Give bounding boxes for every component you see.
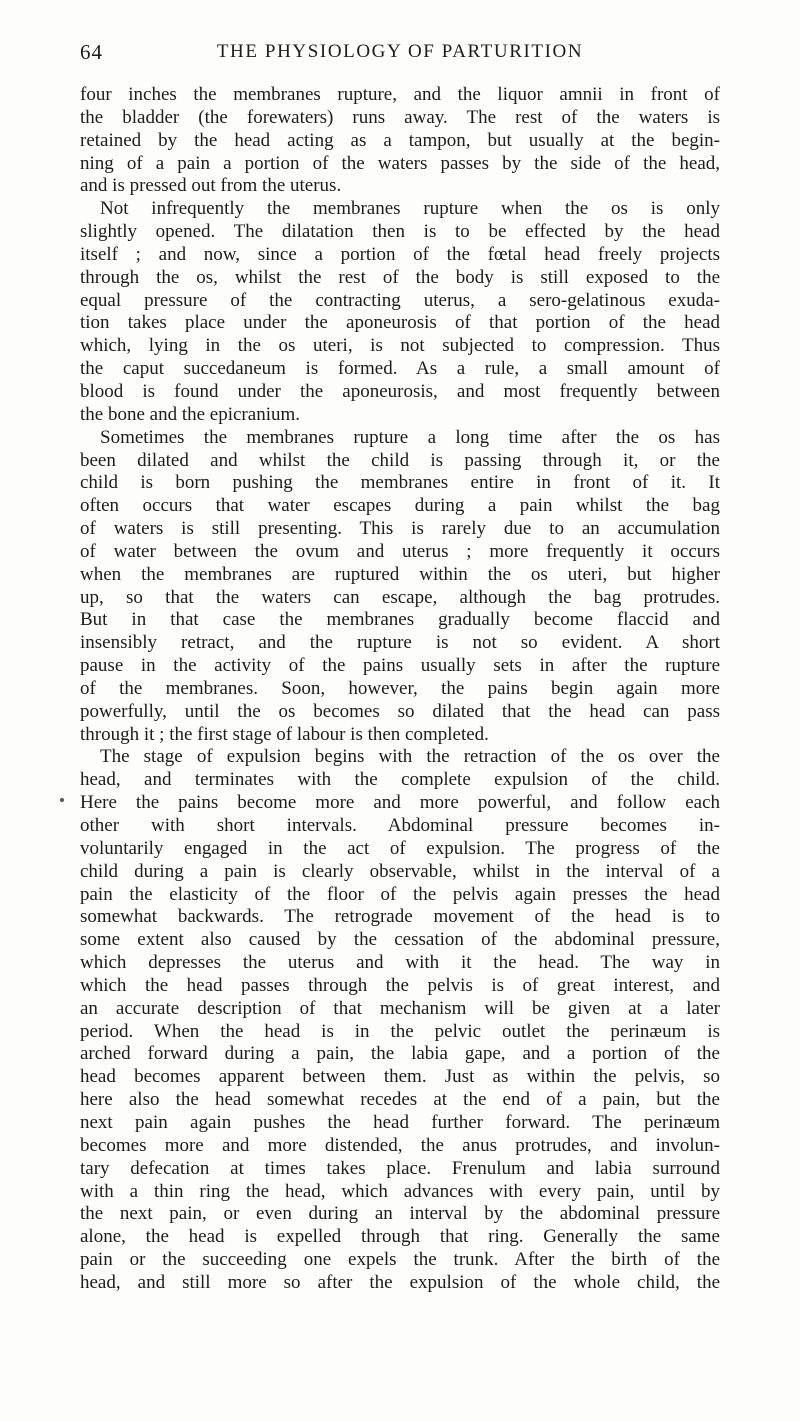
text-line: tion takes place under the aponeurosis of that portion of the head <box>80 312 720 334</box>
text-line: head, and terminates with the complete expulsion of the child. <box>80 769 720 791</box>
text-line: alone, the head is expelled through that ring. Generally the same <box>80 1226 720 1248</box>
running-title: THE PHYSIOLOGY OF PARTURITION <box>216 41 584 62</box>
text-line: powerfully, until the os becomes so dilated that the head can pass <box>80 700 720 722</box>
margin-dot <box>60 798 64 802</box>
text-line: the caput succedaneum is formed. As a rule, a small amount of <box>80 358 720 380</box>
text-line: child is born pushing the membranes entire in front of it. It <box>80 472 720 494</box>
text-line: often occurs that water escapes during a pain whilst the bag <box>80 495 720 517</box>
text-line: equal pressure of the contracting uterus, a sero-gelatinous exuda- <box>80 289 720 311</box>
page-number: 64 <box>80 40 103 64</box>
text-line: when the membranes are ruptured within the os uteri, but higher <box>80 563 720 585</box>
text-line: The stage of expulsion begins with the retraction of the os over the <box>100 746 720 768</box>
text-line: and is pressed out from the uterus. <box>80 175 342 197</box>
text-line: Here the pains become more and more powerful, and follow each <box>80 792 720 814</box>
text-line: voluntarily engaged in the act of expulsion. The progress of the <box>80 837 720 859</box>
text-line: child during a pain is clearly observable, whilst in the interval of a <box>80 860 720 882</box>
text-line: the bladder (the forewaters) runs away. The rest of the waters is <box>80 106 720 128</box>
running-head <box>80 40 720 70</box>
body-text <box>80 84 720 1295</box>
text-line: of waters is still presenting. This is rarely due to an accumulation <box>80 518 720 540</box>
text-line: head becomes apparent between them. Just as within the pelvis, so <box>80 1066 720 1088</box>
text-line: insensibly retract, and the rupture is not so evident. A short <box>80 632 720 654</box>
text-line: the bone and the epicranium. <box>80 403 301 425</box>
text-line: ning of a pain a portion of the waters passes by the side of the head, <box>80 152 720 174</box>
text-line: an accurate description of that mechanism will be given at a later <box>80 997 720 1019</box>
text-line: some extent also caused by the cessation of the abdominal pressure, <box>80 929 720 951</box>
text-line: next pain again pushes the head further forward. The perinæum <box>80 1111 720 1133</box>
text-line: through it ; the first stage of labour is then completed. <box>80 723 489 745</box>
text-line: period. When the head is in the pelvic outlet the perinæum is <box>80 1020 720 1042</box>
text-line: blood is found under the aponeurosis, and most frequently between <box>80 380 720 402</box>
text-line: which the head passes through the pelvis is of great interest, and <box>80 974 720 996</box>
text-line: which depresses the uterus and with it the head. The way in <box>80 952 720 974</box>
text-line: through the os, whilst the rest of the body is still exposed to the <box>80 266 720 288</box>
text-line: here also the head somewhat recedes at the end of a pain, but the <box>80 1089 720 1111</box>
text-line: somewhat backwards. The retrograde movement of the head is to <box>80 906 720 928</box>
text-line: been dilated and whilst the child is passing through it, or the <box>80 449 720 471</box>
text-line: Sometimes the membranes rupture a long time after the os has <box>100 426 720 448</box>
text-line: other with short intervals. Abdominal pressure becomes in- <box>80 815 720 836</box>
text-line: head, and still more so after the expulsion of the whole child, the <box>80 1271 720 1293</box>
text-line: the next pain, or even during an interval by the abdominal pressure <box>80 1203 720 1225</box>
text-line: retained by the head acting as a tampon, but usually at the begin- <box>80 129 720 151</box>
text-line: slightly opened. The dilatation then is to be effected by the head <box>80 221 720 243</box>
text-line: of water between the ovum and uterus ; more frequently it occurs <box>80 540 720 562</box>
text-line: arched forward during a pain, the labia gape, and a portion of the <box>80 1043 720 1065</box>
text-line: itself ; and now, since a portion of the fœtal head freely projects <box>80 243 720 265</box>
text-line: Not infrequently the membranes rupture when the os is only <box>100 198 720 220</box>
text-line: becomes more and more distended, the anus protrudes, and involun- <box>80 1134 720 1156</box>
text-line: pain or the succeeding one expels the trunk. After the birth of the <box>80 1249 720 1271</box>
text-line: pause in the activity of the pains usually sets in after the rupture <box>80 655 720 677</box>
text-line: of the membranes. Soon, however, the pains begin again more <box>80 677 720 699</box>
text-line: which, lying in the os uteri, is not subjected to compression. Thus <box>80 335 720 357</box>
text-line: with a thin ring the head, which advances with every pain, until by <box>80 1180 720 1202</box>
text-line: four inches the membranes rupture, and the liquor amnii in front of <box>80 84 720 105</box>
text-line: But in that case the membranes gradually become flaccid and <box>80 609 720 631</box>
text-line: tary defecation at times takes place. Frenulum and labia surround <box>80 1157 720 1179</box>
text-line: up, so that the waters can escape, although the bag protrudes. <box>80 586 720 608</box>
text-line: pain the elasticity of the floor of the pelvis again presses the head <box>80 883 720 905</box>
